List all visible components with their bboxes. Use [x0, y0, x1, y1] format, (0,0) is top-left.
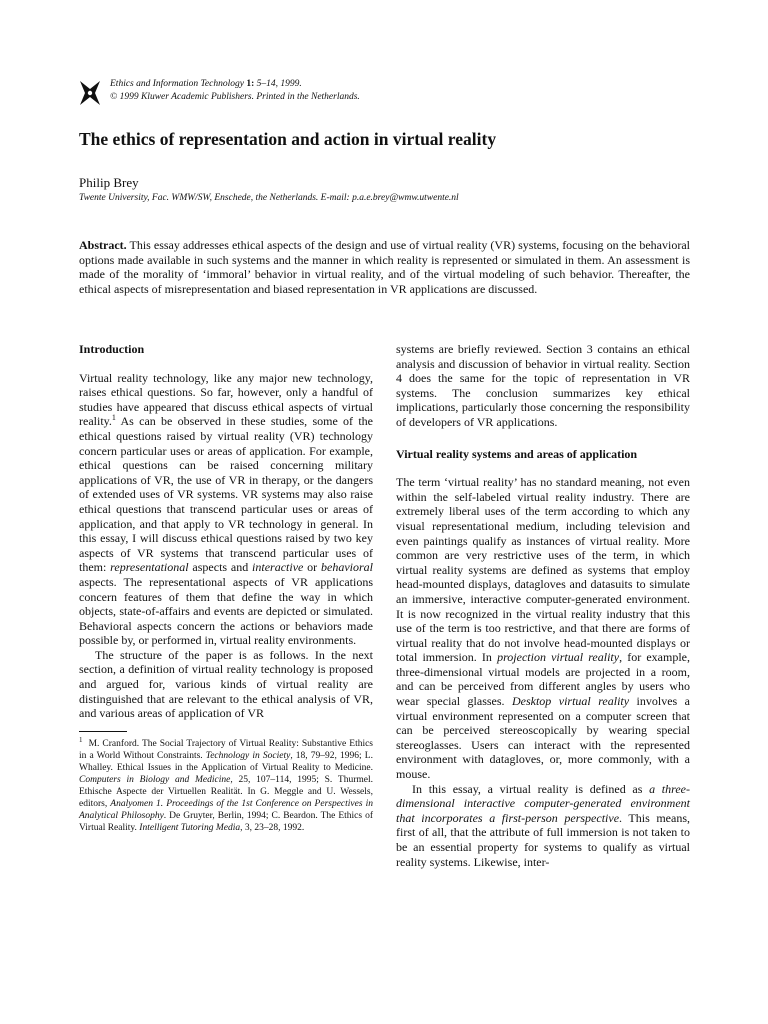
abstract-label: Abstract.: [79, 238, 127, 252]
journal-pages-year: 5–14, 1999.: [256, 79, 302, 89]
text-run: M. Cranford. The Social Trajectory of Virtual Reality: Substantive Ethics in a World Without Constraints.: [79, 738, 374, 761]
footnote-ref: 1: [111, 413, 116, 423]
text-run: , 3, 23–28, 1992.: [240, 822, 305, 833]
text-run: or: [303, 560, 322, 575]
text-run: aspects. The representational aspects of VR applications concern features of them that define the way in which objects, state-of-affairs and events are depicted or simulated. Behavioral aspects concern the actions or behaviors made possible by, or performed in, virtual reality environments.: [79, 574, 373, 648]
text-run: . De Gruyter, Berlin, 1994; C. Beardon. The Ethics of Virtual Reality.: [79, 810, 373, 833]
paragraph: The structure of the paper is as follows. In the next section, a definition of virtual reality technology is proposed and argued for, various kinds of virtual reality are distinguished that are relevant to the ethical analysis of VR, and various areas of application of VR: [79, 647, 373, 721]
footnote-number: 1: [79, 735, 83, 744]
text-run: In this essay, a virtual reality is defined as: [412, 781, 650, 796]
emphasis: interactive: [252, 560, 304, 575]
abstract: [79, 238, 690, 296]
emphasis: Analyomen 1. Proceedings of the 1st Conference on Perspectives in Analytical Philosophy: [79, 798, 373, 821]
text-run: The term ‘virtual reality’ has no standard meaning, not even within the self-labeled virtual reality industry. There are extremely liberal uses of the term according to which any visual representational medium, including television and even paintings qualify as instances of virtual reality. More common are very restrictive uses of the term, in which virtual reality systems are defined as systems that employ head-mounted displays, datagloves and datasuits to simulate an immersive, interactive computer-generated environment. It is now recognized in the virtual reality industry that this use of the term is too restrictive, and that there are forms of virtual reality that do not involve head-mounted displays or total immersion. In: [396, 475, 690, 665]
footnote: [79, 735, 374, 834]
journal-header: [78, 78, 698, 108]
left-column: [79, 342, 373, 834]
paper-title: The ethics of representation and action in virtual reality: [79, 129, 497, 149]
text-run: , 18, 79–92, 1996; L. Whalley. Ethical Issues in the Application of Virtual Reality to Medicine.: [79, 750, 373, 773]
text-run: Virtual reality technology, like any major new technology, raises ethical questions. So far, however, only a handful of studies have appeared that discuss ethical aspects of virtual reality.: [79, 370, 373, 429]
emphasis: representational: [110, 560, 189, 575]
emphasis: Intelligent Tutoring Media: [139, 822, 241, 833]
emphasis: Desktop virtual reality: [511, 694, 630, 709]
paragraph: [79, 371, 373, 648]
copyright-line: © 1999 Kluwer Academic Publishers. Printed in the Netherlands.: [110, 92, 360, 102]
text-run: aspects and: [188, 560, 253, 575]
text-run: . This means, first of all, that the attribute of full immersion is not taken to be an essential property for systems to qualify as virtual reality systems. Likewise, inter-: [396, 810, 690, 869]
section-heading-introduction: Introduction: [79, 342, 145, 356]
paragraph: [396, 475, 690, 781]
paragraph: [396, 782, 690, 870]
text-run: , for example, three-dimensional virtual models are projected in a room, and can be perceived from different angles by users who wear special glasses.: [396, 650, 691, 709]
emphasis: Technology in Society: [205, 750, 291, 761]
abstract-text: This essay addresses ethical aspects of the design and use of virtual reality (VR) systems, focusing on the behavioral options made available in such systems and the manner in which reality is represented or simulated in them. An assessment is made of the morality of ‘immoral’ behavior in virtual reality, and of the virtual modeling of such behavior. Thereafter, the ethical aspects of misrepresentation and biased representation in VR applications are discussed.: [79, 238, 690, 296]
section-heading-vr-systems: Virtual reality systems and areas of application: [396, 446, 638, 461]
journal-citation: [110, 78, 360, 104]
emphasis: projection virtual reality: [497, 650, 620, 665]
journal-volume: 1:: [246, 79, 255, 89]
right-column: [396, 342, 690, 869]
emphasis: behavioral: [321, 560, 374, 575]
text-run: involves a virtual environment represented on a computer screen that can be perceived stereoscopically by wearing special stereoglasses. Users can interact with the represented environment with datagloves, or, more commonly, with a mouse.: [396, 694, 690, 782]
emphasis: a three-dimensional interactive computer-generated environment that incorporates a first-person perspective: [396, 781, 690, 825]
text-run: , 25, 107–114, 1995; S. Thurmel. Ethische Aspecte der Virtuellen Realität. In G. Meggle and U. Wessels, editors,: [79, 774, 373, 809]
emphasis: Computers in Biology and Medicine: [79, 774, 231, 785]
author-affiliation: Twente University, Fac. WMW/SW, Enschede, the Netherlands. E-mail: p.a.e.brey@wmw.utwente.nl: [79, 193, 459, 203]
journal-name: Ethics and Information Technology: [110, 79, 244, 89]
paragraph: systems are briefly reviewed. Section 3 contains an ethical analysis and discussion of behavior in virtual reality. Section 4 does the same for the topic of representation in VR systems. The conclusion summarizes key ethical implications, particularly those concerning the responsibility of developers of VR applications.: [396, 342, 690, 429]
footnote-divider: [79, 731, 127, 732]
publisher-logo-icon: [78, 80, 102, 106]
text-run: As can be observed in these studies, some of the ethical questions raised by virtual reality (VR) technology concern particular uses or areas of application. For example, ethical questions can be raised concerning military applications of VR, the use of VR in therapy, or the dangers of extended uses of VR systems. VR systems may also raise ethical questions that transcend particular uses or areas of application, and that apply to VR technology in general. In this essay, I will discuss ethical questions raised by two key aspects of VR systems that transcend particular uses of them:: [79, 414, 373, 575]
author-name: Philip Brey: [79, 175, 139, 190]
